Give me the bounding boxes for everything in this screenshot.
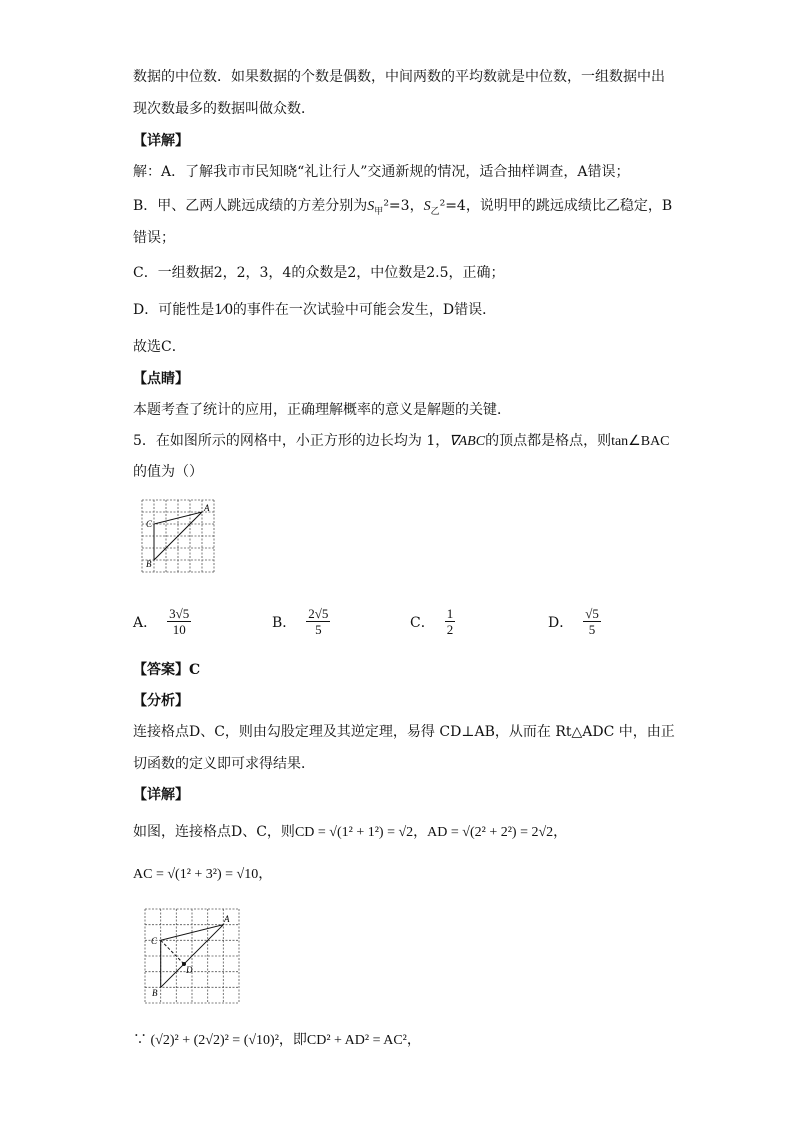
fraction-denominator: 5	[588, 622, 596, 637]
grid-figure-2	[142, 906, 242, 1006]
fraction-denominator: 5	[315, 622, 322, 637]
section-heading: 【点睛】	[133, 371, 189, 387]
math-span: ∵ (√2)² + (2√2)² = (√10)²	[133, 1033, 279, 1048]
text-line: 现次数最多的数据叫做众数．	[133, 101, 315, 117]
text-line	[133, 822, 567, 843]
text-span: D．可能性是	[133, 302, 215, 318]
question-line	[133, 431, 670, 452]
text-line: 故选C．	[133, 339, 186, 355]
text-span: 的顶点都是格点，则	[485, 433, 612, 449]
text-span: ，	[553, 824, 568, 840]
text-line: C．一组数据2，2，3，4的众数是2，中位数是2.5，正确；	[133, 265, 505, 281]
section-heading: 【分析】	[133, 693, 189, 709]
text-line	[133, 196, 672, 222]
text-line: 切函数的定义即可求得结果．	[133, 756, 315, 772]
option-fraction	[583, 606, 601, 637]
math-span: CD = √(1² + 1²) = √2	[294, 825, 414, 840]
option-d	[548, 606, 601, 637]
fraction-numerator: 2√5	[308, 606, 329, 621]
fraction-numerator: 3√5	[169, 606, 190, 621]
fraction-inline: 1⁄0	[214, 301, 233, 318]
vertex-label-c: C	[151, 936, 158, 946]
math-span: ∇ABC	[449, 434, 486, 449]
text-span: ²=4，说明甲的跳远成绩比乙稳定，B	[439, 198, 673, 214]
text-line: 连接格点D、C，则由勾股定理及其逆定理，易得 CD⊥AB，从而在 Rt△ADC 中，由正	[133, 724, 675, 740]
option-label: C．	[410, 614, 435, 631]
grid-figure-1	[138, 497, 218, 577]
option-fraction	[167, 606, 191, 637]
text-line: 数据的中位数．如果数据的个数是偶数，中间两数的平均数就是中位数，一组数据中出	[133, 69, 665, 85]
point-label-d: D	[186, 965, 193, 975]
vertex-label-a: A	[224, 914, 230, 924]
fraction-numerator: 1	[446, 606, 454, 621]
text-span: ，	[413, 824, 428, 840]
math-line: AC = √(1² + 3²) = √10，	[133, 867, 273, 882]
option-label: A．	[133, 614, 158, 631]
math-line	[133, 1031, 421, 1051]
section-heading: 【详解】	[133, 787, 189, 803]
option-fraction	[306, 606, 330, 637]
option-label: B．	[272, 614, 297, 631]
option-a	[133, 606, 191, 637]
subscript: 甲	[374, 206, 384, 217]
math-span: AD = √(2² + 2²) = 2√2	[427, 825, 554, 840]
vertex-label-c: C	[146, 519, 153, 529]
fraction-denominator: 2	[446, 622, 454, 637]
math-span: ，即CD² + AD² = AC²，	[278, 1033, 421, 1048]
text-span: 如图，连接格点D、C，则	[133, 824, 295, 840]
text-span: 的事件在一次试验中可能会发生，D错误．	[232, 302, 497, 318]
answer-line: 【答案】C	[133, 662, 201, 678]
variance-symbol: S	[367, 199, 375, 214]
vertex-label-b: B	[146, 559, 152, 569]
vertex-label-a: A	[204, 503, 210, 513]
text-span: 5．在如图所示的网格中，小正方形的边长均为 1，	[133, 433, 450, 449]
text-span: ²=3，	[383, 198, 424, 214]
option-fraction	[445, 606, 456, 637]
variance-symbol: S	[423, 199, 431, 214]
math-span: tan∠BAC	[611, 434, 670, 449]
question-line: 的值为（）	[133, 464, 203, 480]
text-line	[133, 300, 496, 320]
option-c	[410, 606, 455, 637]
vertex-label-b: B	[152, 988, 158, 998]
fraction-numerator: √5	[585, 606, 599, 621]
fraction-denominator: 10	[172, 622, 186, 637]
option-b	[272, 606, 330, 637]
subscript: 乙	[430, 206, 440, 217]
text-line: 错误；	[133, 230, 175, 246]
option-label: D．	[548, 614, 574, 631]
section-heading: 【详解】	[133, 133, 189, 149]
text-line: 本题考查了统计的应用，正确理解概率的意义是解题的关键．	[133, 402, 511, 418]
text-line: 解：A．了解我市市民知晓“礼让行人”交通新规的情况，适合抽样调查，A错误；	[133, 164, 630, 180]
text-span: B．甲、乙两人跳远成绩的方差分别为	[133, 198, 368, 214]
